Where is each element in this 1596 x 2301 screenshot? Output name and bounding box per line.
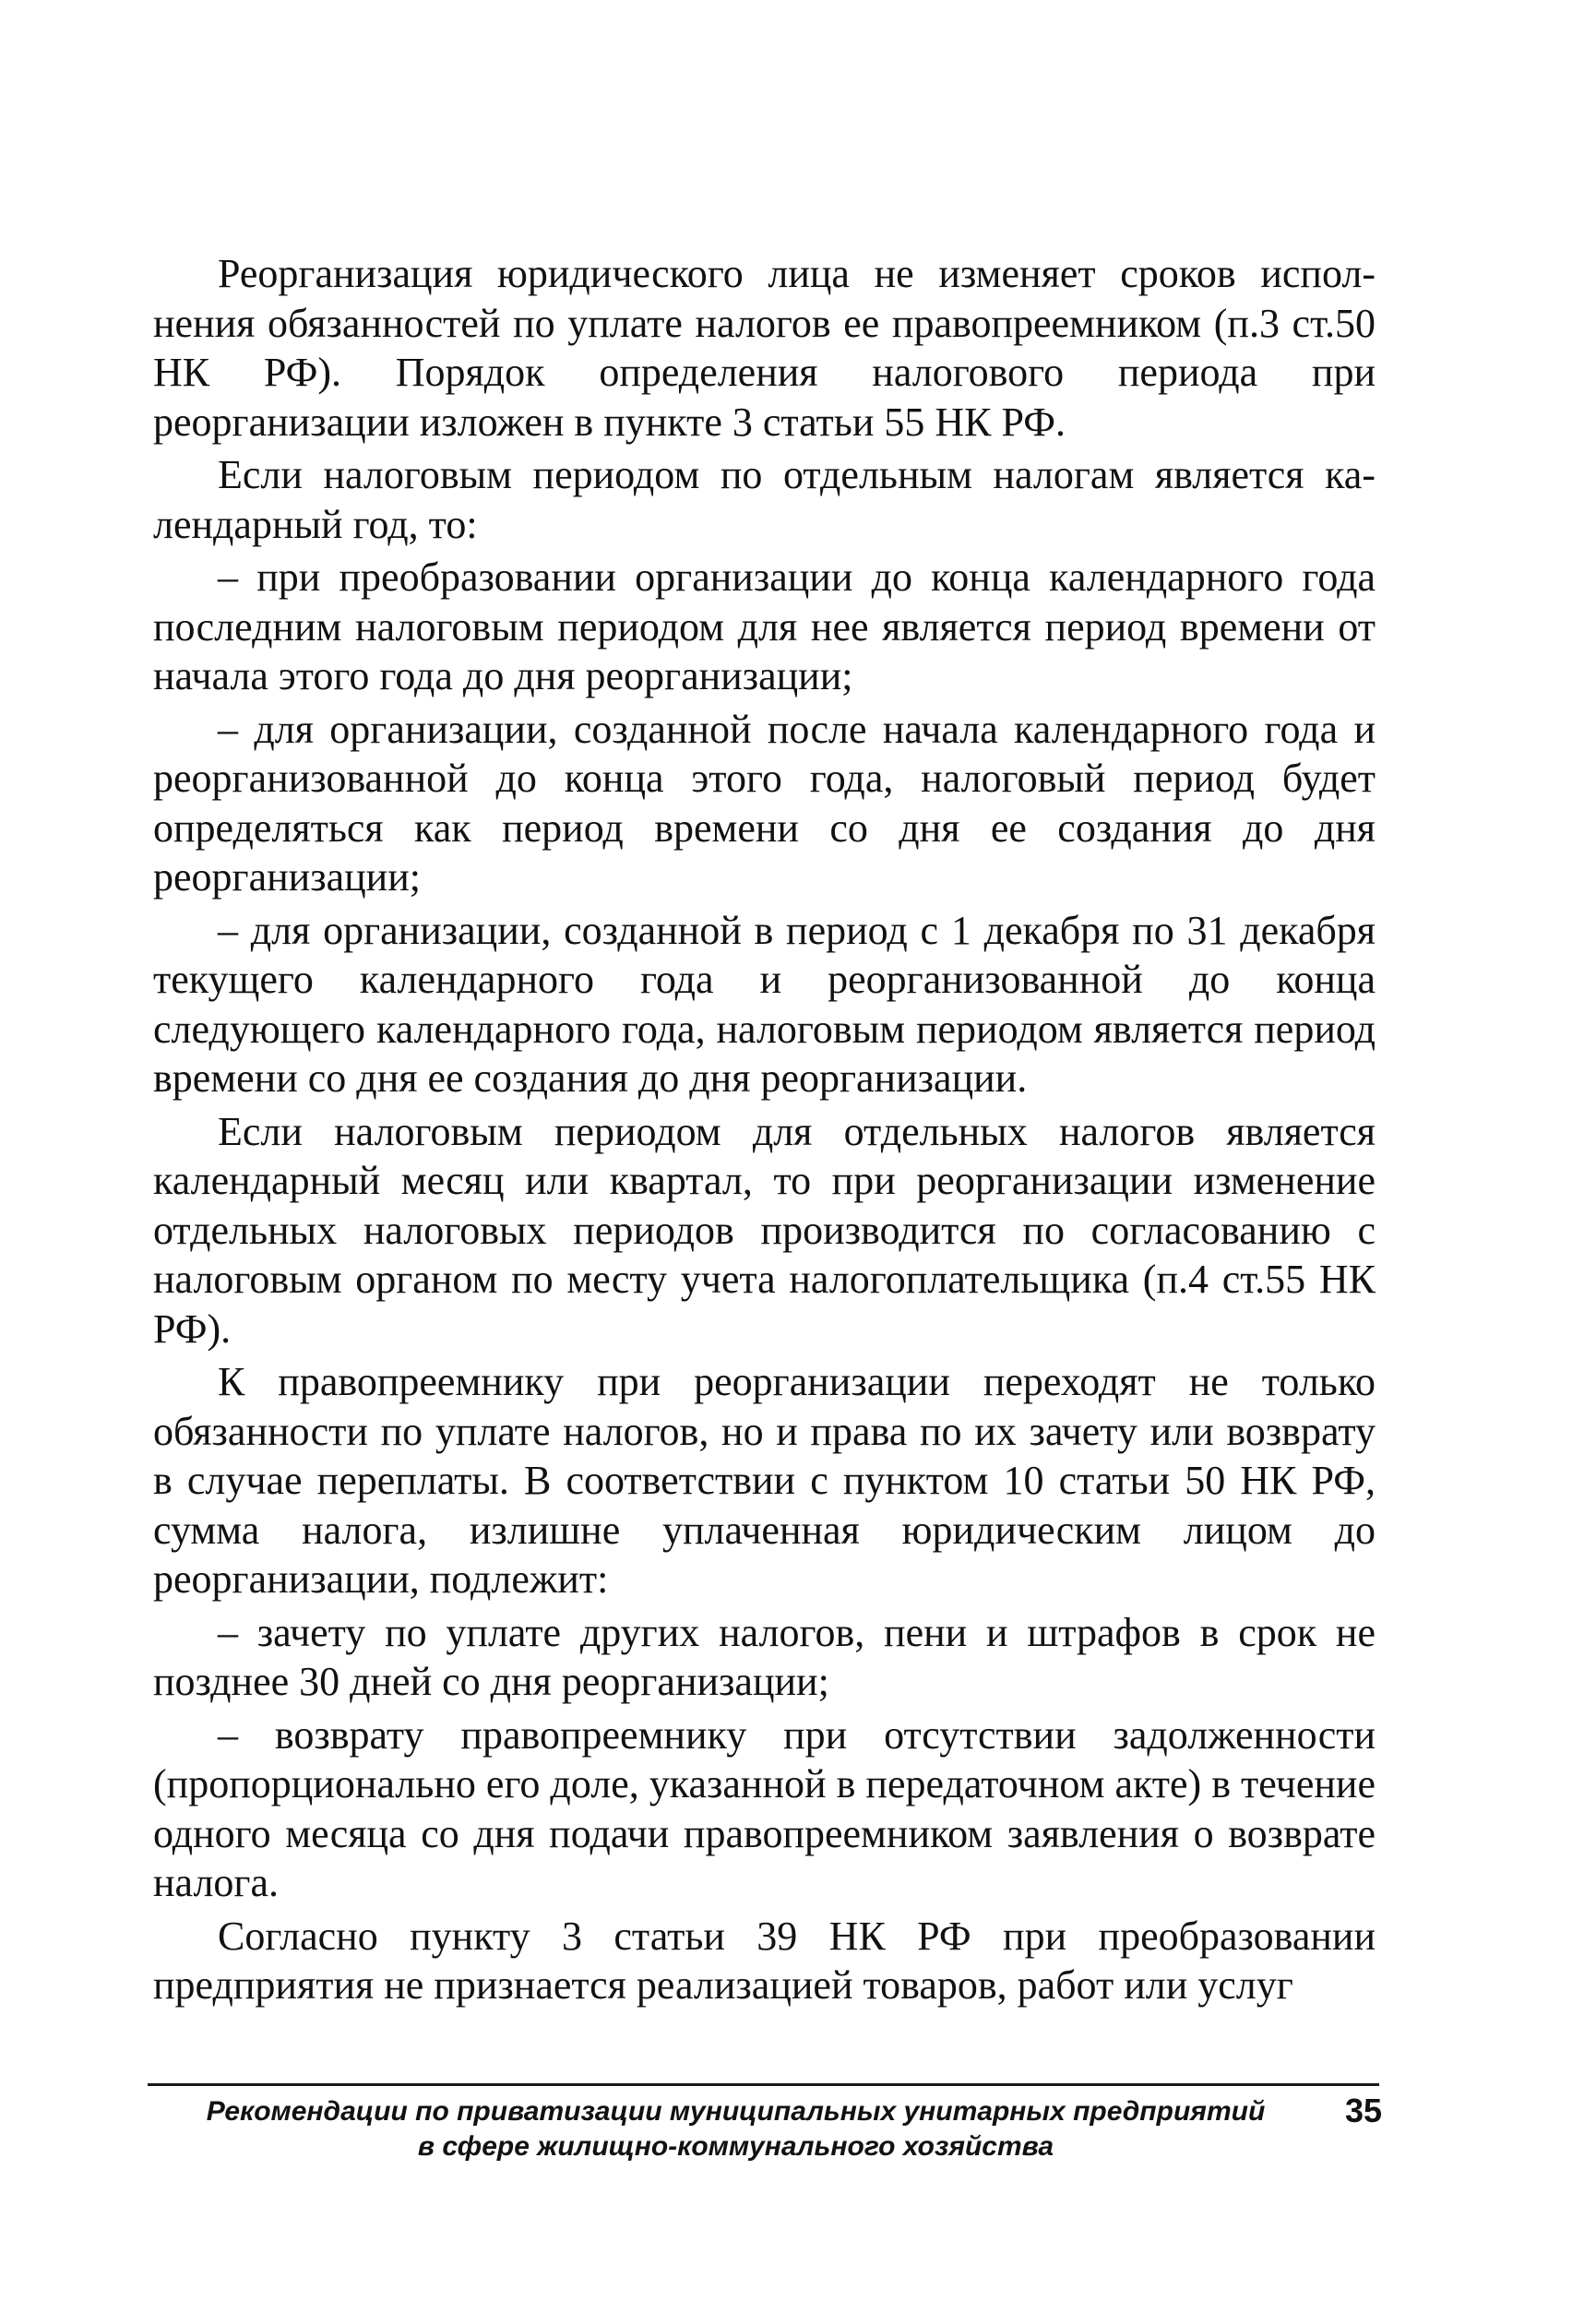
paragraph-reorganization-deadlines: Реорганизация юридического лица не изменяет сроков исполнения обязанностей по уплате налогов ее правопреемником (п.3 ст.50 НК РФ). Порядок определения налогового периода при реорганизации изложен в пункте 3 статьи 55 НК РФ.	[153, 251, 1376, 445]
list-item-refund: – возврату правопреемнику при отсутствии задолженности (пропорционально его доле, указанной в передаточном акте) в течение одного месяца со дня подачи правопреемником заявления о возврате налога.	[153, 1711, 1376, 1905]
footer-divider	[148, 2083, 1379, 2086]
paragraph-calendar-year: Если налоговым периодом по отдельным налогам является календарный год, то:	[153, 452, 1376, 547]
body-text	[153, 249, 1376, 2014]
list-item-created-after-start: – для организации, созданной после начала календарного года и реорганизованной до конца этого года, налоговый период будет определяться как период времени со дня ее создания до дня реорганизации;	[153, 706, 1376, 900]
list-item-offset: – зачету по уплате других налогов, пени и штрафов в срок не позднее 30 дней со дня реорганизации;	[153, 1609, 1376, 1704]
list-item-created-december: – для организации, созданной в период с 1 декабря по 31 декабря текущего календарного года и реорганизованной до конца следующего календарного года, налоговым периодом является период времени со дня ее создания до дня реорганизации.	[153, 907, 1376, 1101]
page-number: 35	[1344, 2092, 1382, 2129]
list-item-transformation: – при преобразовании организации до конца календарного года последним налоговым периодом для нее является период времени от начала этого года до дня реорганизации;	[153, 554, 1376, 698]
footer-title-line-2: в сфере жилищно-коммунального хозяйства	[417, 2131, 1054, 2162]
paragraph-month-quarter: Если налоговым периодом для отдельных налогов является календарный месяц или квартал, то при реорганизации изменение отдельных налоговых периодов производится по согласованию с налоговым органом по месту учета налогоплательщика (п.4 ст.55 НК РФ).	[153, 1108, 1376, 1352]
footer-title	[148, 2094, 1324, 2164]
paragraph-article-39: Согласно пункту 3 статьи 39 НК РФ при преобразовании предприятия не признается реализацией товаров, работ или услуг	[153, 1913, 1376, 2008]
paragraph-successor-rights: К правопреемнику при реорганизации переходят не только обязанности по уплате налогов, но и права по их зачету или возврату в случае переплаты. В соответствии с пунктом 10 статьи 50 НК РФ, сумма налога, излишне уплаченная юридическим лицом до реорганизации, подлежит:	[153, 1359, 1376, 1602]
footer-title-line-1: Рекомендации по приватизации муниципальных унитарных предприятий	[206, 2096, 1266, 2127]
